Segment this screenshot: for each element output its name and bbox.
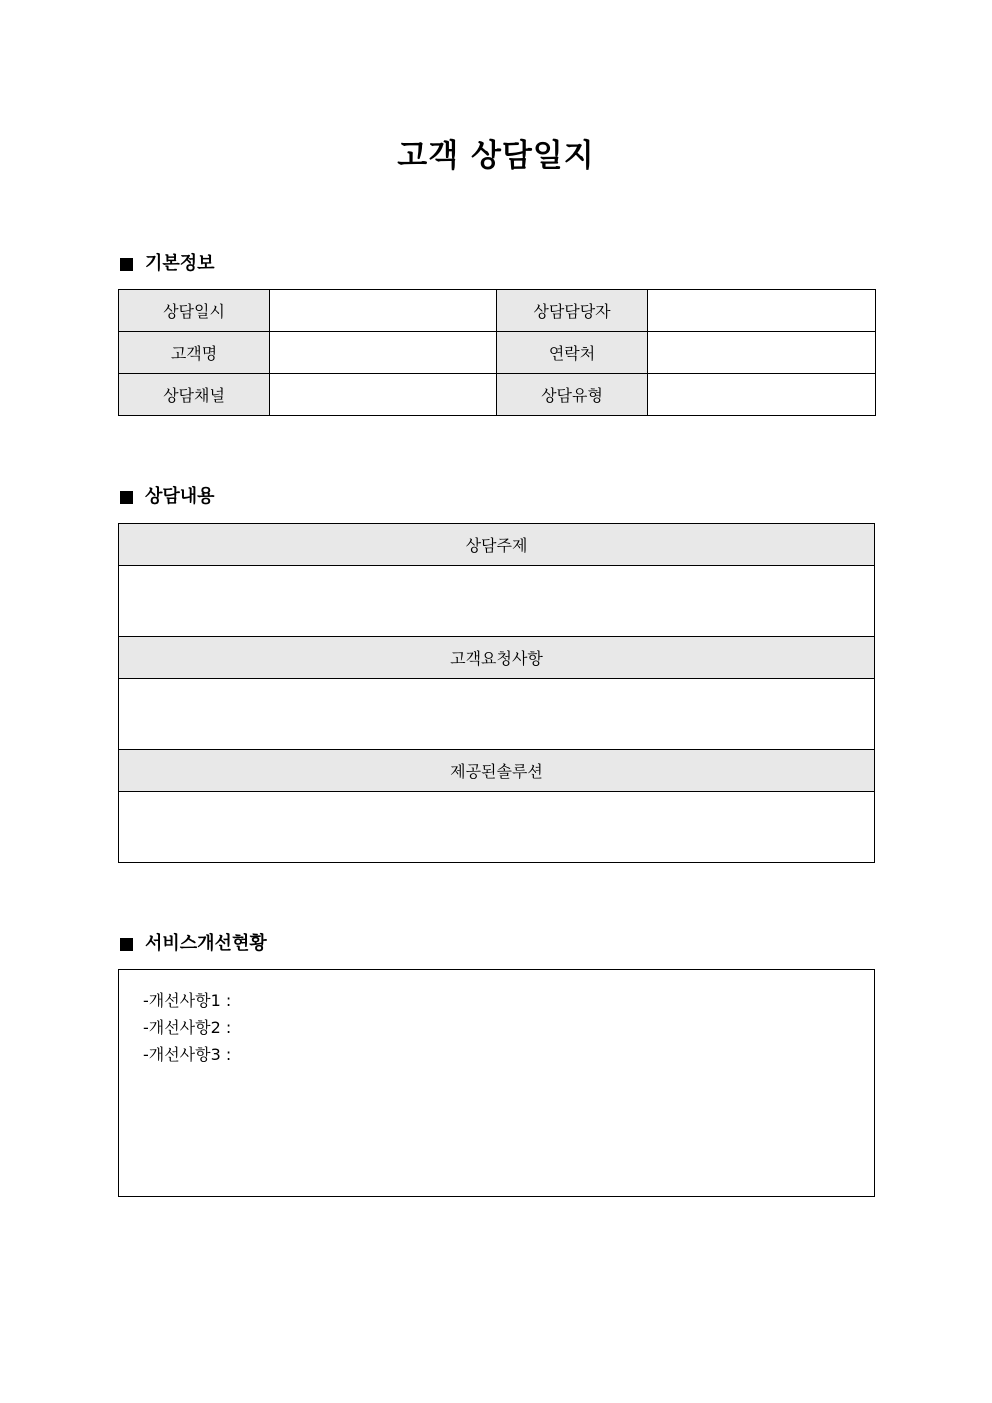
field-contact[interactable]: [648, 332, 876, 374]
field-customer-request[interactable]: [119, 679, 875, 750]
label-consult-type: 상담유형: [497, 374, 648, 416]
consult-content-table: [118, 523, 875, 863]
improvement-item-3: -개선사항3 :: [143, 1045, 232, 1064]
field-consult-channel[interactable]: [270, 374, 497, 416]
section-heading-label: 기본정보: [145, 253, 215, 274]
basic-info-table: [118, 289, 876, 416]
label-consult-datetime: 상담일시: [119, 290, 270, 332]
section-heading-label: 서비스개선현황: [145, 933, 267, 954]
section-heading-basic-info: [120, 252, 215, 276]
label-consult-topic: 상담주제: [119, 524, 875, 566]
improvement-item-2: -개선사항2 :: [143, 1018, 232, 1037]
label-contact: 연락처: [497, 332, 648, 374]
table-row: [119, 290, 876, 332]
section-heading-consult-content: [120, 485, 215, 509]
label-provided-solution: 제공된솔루션: [119, 750, 875, 792]
square-bullet-icon: [120, 491, 133, 504]
field-consult-manager[interactable]: [648, 290, 876, 332]
label-consult-channel: 상담채널: [119, 374, 270, 416]
label-customer-name: 고객명: [119, 332, 270, 374]
page-title: 고객 상담일지: [397, 138, 595, 174]
section-heading-service-improvement: [120, 932, 267, 956]
field-consult-topic[interactable]: [119, 566, 875, 637]
table-row: [119, 332, 876, 374]
improvement-item-1: -개선사항1 :: [143, 991, 232, 1010]
label-consult-manager: 상담담당자: [497, 290, 648, 332]
square-bullet-icon: [120, 258, 133, 271]
field-provided-solution[interactable]: [119, 792, 875, 863]
label-customer-request: 고객요청사항: [119, 637, 875, 679]
field-customer-name[interactable]: [270, 332, 497, 374]
table-row: [119, 374, 876, 416]
service-improvement-box[interactable]: [118, 969, 875, 1197]
section-heading-label: 상담내용: [145, 486, 215, 507]
field-consult-type[interactable]: [648, 374, 876, 416]
square-bullet-icon: [120, 938, 133, 951]
field-consult-datetime[interactable]: [270, 290, 497, 332]
